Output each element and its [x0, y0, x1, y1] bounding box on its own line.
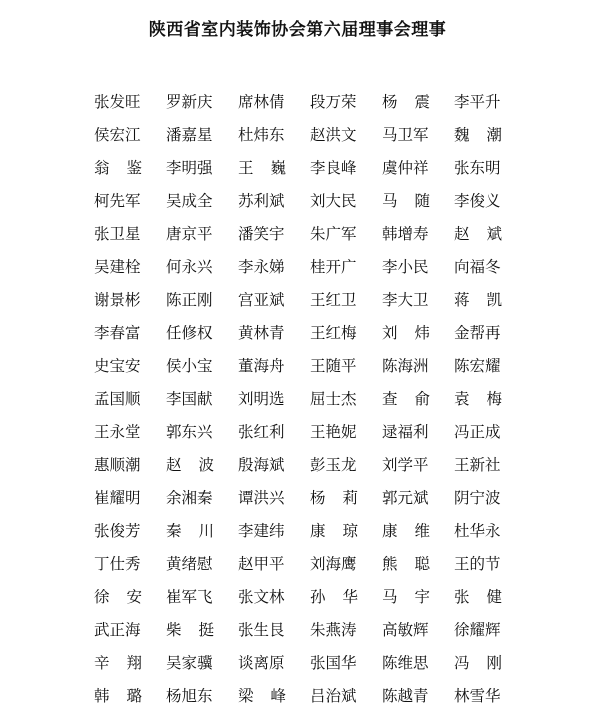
member-name: 赵波: [166, 455, 214, 474]
member-name: 刘海鹰: [310, 554, 357, 573]
member-name: 魏潮: [454, 125, 502, 144]
member-name: 康维: [382, 521, 430, 540]
member-name: 崔军飞: [166, 587, 213, 606]
member-name: 董海舟: [238, 356, 285, 375]
member-name: 侯小宝: [166, 356, 213, 375]
member-name: 张生艮: [238, 620, 285, 639]
member-name: 惠顺潮: [94, 455, 141, 474]
member-name: 李俊义: [454, 191, 501, 210]
member-name: 屈士杰: [310, 389, 357, 408]
member-name: 查俞: [382, 389, 430, 408]
member-name: 宫亚斌: [238, 290, 285, 309]
member-name: 赵洪文: [310, 125, 357, 144]
member-name: 逯福利: [382, 422, 429, 441]
member-name: 虞仲祥: [382, 158, 429, 177]
member-name: 朱广军: [310, 224, 357, 243]
member-name: 王红梅: [310, 323, 357, 342]
member-name: 黄绪慰: [166, 554, 213, 573]
member-name: 马随: [382, 191, 430, 210]
member-name: 王永堂: [94, 422, 141, 441]
member-name: 殷海斌: [238, 455, 285, 474]
member-name: 彭玉龙: [310, 455, 357, 474]
member-name: 吴建栓: [94, 257, 141, 276]
member-name: 赵甲平: [238, 554, 285, 573]
member-name: 杨震: [382, 92, 430, 111]
member-name: 陈越青: [382, 686, 429, 705]
member-name: 杜炜东: [238, 125, 285, 144]
document-title: 陕西省室内装饰协会第六届理事会理事: [148, 20, 447, 40]
member-name: 康琼: [310, 521, 358, 540]
member-name: 谭洪兴: [238, 488, 285, 507]
member-name: 李小民: [382, 257, 429, 276]
member-name: 蒋凯: [454, 290, 502, 309]
member-name: 王巍: [238, 158, 286, 177]
member-name: 朱燕涛: [310, 620, 357, 639]
member-name: 张东明: [454, 158, 501, 177]
member-name: 杨莉: [310, 488, 358, 507]
member-name: 任修权: [166, 323, 213, 342]
member-name: 阴宁波: [454, 488, 501, 507]
member-name: 李良峰: [310, 158, 357, 177]
member-name: 李建纬: [238, 521, 285, 540]
member-name: 张俊芳: [94, 521, 141, 540]
member-name: 柴挺: [166, 620, 214, 639]
member-name: 陈正刚: [166, 290, 213, 309]
member-name: 张健: [454, 587, 502, 606]
member-name: 孙华: [310, 587, 358, 606]
member-name: 梁峰: [238, 686, 286, 705]
member-name: 林雪华: [454, 686, 501, 705]
member-name: 李永娣: [238, 257, 285, 276]
member-name: 陈宏耀: [454, 356, 501, 375]
member-name: 熊聪: [382, 554, 430, 573]
member-name: 吴家骥: [166, 653, 213, 672]
member-name: 袁梅: [454, 389, 502, 408]
member-name: 赵斌: [454, 224, 502, 243]
member-name: 王随平: [310, 356, 357, 375]
member-name: 张红利: [238, 422, 285, 441]
member-name: 高敏辉: [382, 620, 429, 639]
member-name: 张文林: [238, 587, 285, 606]
member-name: 黄林青: [238, 323, 285, 342]
member-name: 段万荣: [310, 92, 357, 111]
member-name: 张卫星: [94, 224, 141, 243]
member-name: 潘嘉星: [166, 125, 213, 144]
member-name: 王红卫: [310, 290, 357, 309]
member-name: 潘笑宇: [238, 224, 285, 243]
member-name: 辛翔: [94, 653, 142, 672]
member-name: 李明强: [166, 158, 213, 177]
member-name: 陈海洲: [382, 356, 429, 375]
member-name: 李大卫: [382, 290, 429, 309]
member-name: 王的节: [454, 554, 501, 573]
member-name: 冯刚: [454, 653, 502, 672]
member-name: 刘学平: [382, 455, 429, 474]
member-name: 柯先军: [94, 191, 141, 210]
member-name: 徐耀辉: [454, 620, 501, 639]
member-name: 吕治斌: [310, 686, 357, 705]
member-name: 唐京平: [166, 224, 213, 243]
member-name: 何永兴: [166, 257, 213, 276]
member-name: 张发旺: [94, 92, 141, 111]
member-name: 向福冬: [454, 257, 501, 276]
member-name: 郭元斌: [382, 488, 429, 507]
member-name: 冯正成: [454, 422, 501, 441]
member-name: 秦川: [166, 521, 214, 540]
member-name: 陈维思: [382, 653, 429, 672]
member-name: 史宝安: [94, 356, 141, 375]
member-name: 孟国顺: [94, 389, 141, 408]
member-name: 桂开广: [310, 257, 357, 276]
member-roster: [94, 85, 524, 712]
member-name: 杨旭东: [166, 686, 213, 705]
member-name: 吴成全: [166, 191, 213, 210]
member-name: 侯宏江: [94, 125, 141, 144]
member-name: 李国献: [166, 389, 213, 408]
member-name: 罗新庆: [166, 92, 213, 111]
member-name: 王新社: [454, 455, 501, 474]
member-name: 刘炜: [382, 323, 430, 342]
member-name: 崔耀明: [94, 488, 141, 507]
member-name: 金帮再: [454, 323, 501, 342]
member-name: 李春富: [94, 323, 141, 342]
member-name: 马卫军: [382, 125, 429, 144]
member-name: 刘大民: [310, 191, 357, 210]
member-name: 余湘秦: [166, 488, 213, 507]
member-name: 王艳妮: [310, 422, 357, 441]
member-name: 刘明选: [238, 389, 285, 408]
member-name: 苏利斌: [238, 191, 285, 210]
member-name: 韩增寿: [382, 224, 429, 243]
member-name: 谈离原: [238, 653, 285, 672]
member-name: 韩璐: [94, 686, 142, 705]
member-name: 李平升: [454, 92, 501, 111]
member-name: 杜华永: [454, 521, 501, 540]
member-name: 张国华: [310, 653, 357, 672]
member-name: 马宇: [382, 587, 430, 606]
member-name: 武正海: [94, 620, 141, 639]
member-name: 郭东兴: [166, 422, 213, 441]
member-name: 翁鉴: [94, 158, 142, 177]
member-name: 丁仕秀: [94, 554, 141, 573]
member-name: 谢景彬: [94, 290, 141, 309]
member-name: 徐安: [94, 587, 142, 606]
member-name: 席林倩: [238, 92, 285, 111]
